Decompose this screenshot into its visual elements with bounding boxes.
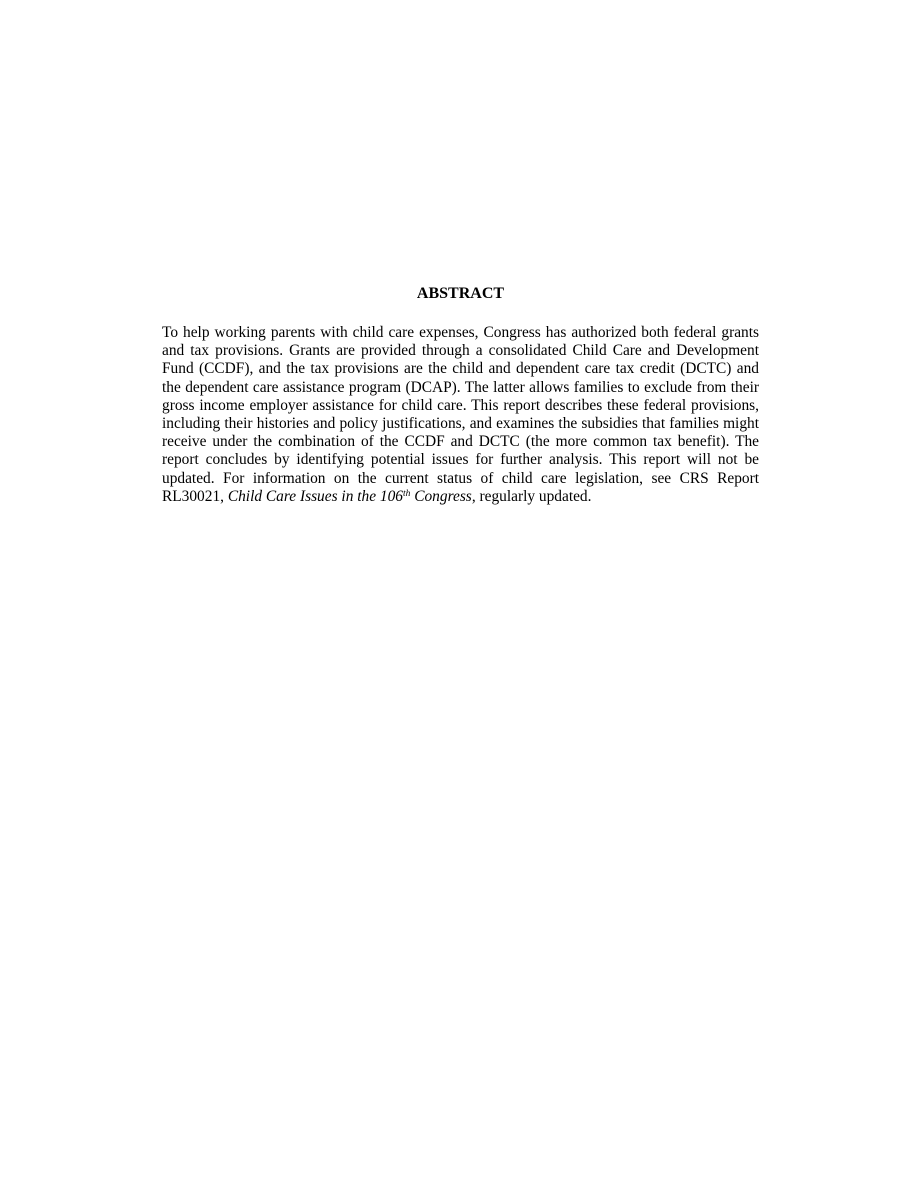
abstract-heading: ABSTRACT <box>416 285 505 302</box>
cited-report-title-part1: Child Care Issues in the 106 <box>227 487 403 505</box>
cited-report-title-part2: Congress <box>410 487 472 505</box>
abstract-section <box>162 284 759 506</box>
ordinal-superscript: th <box>402 488 411 499</box>
abstract-body-text: To help working parents with child care expenses, Congress has authorized both federal grants and tax provisions. Grants are provided through a consolidated Child Care and Development Fund (CCDF), and the tax provisions are the child and dependent care tax credit (DCTC) and the dependent care assistance program (DCAP). The latter allows families to exclude from their gross income employer assistance for child care. This report describes these federal provisions, including their histories and policy justifications, and examines the subsidies that families might receive under the combination of the CCDF and DCTC (the more common tax benefit). The report concludes by identifying potential issues for further analysis. This report will not be updated. For information on the current status of child care legislation, see CRS Report RL30021, <box>162 324 759 505</box>
cited-report-title <box>228 488 472 505</box>
abstract-paragraph <box>162 324 759 506</box>
abstract-body-end: , regularly updated. <box>471 487 592 505</box>
